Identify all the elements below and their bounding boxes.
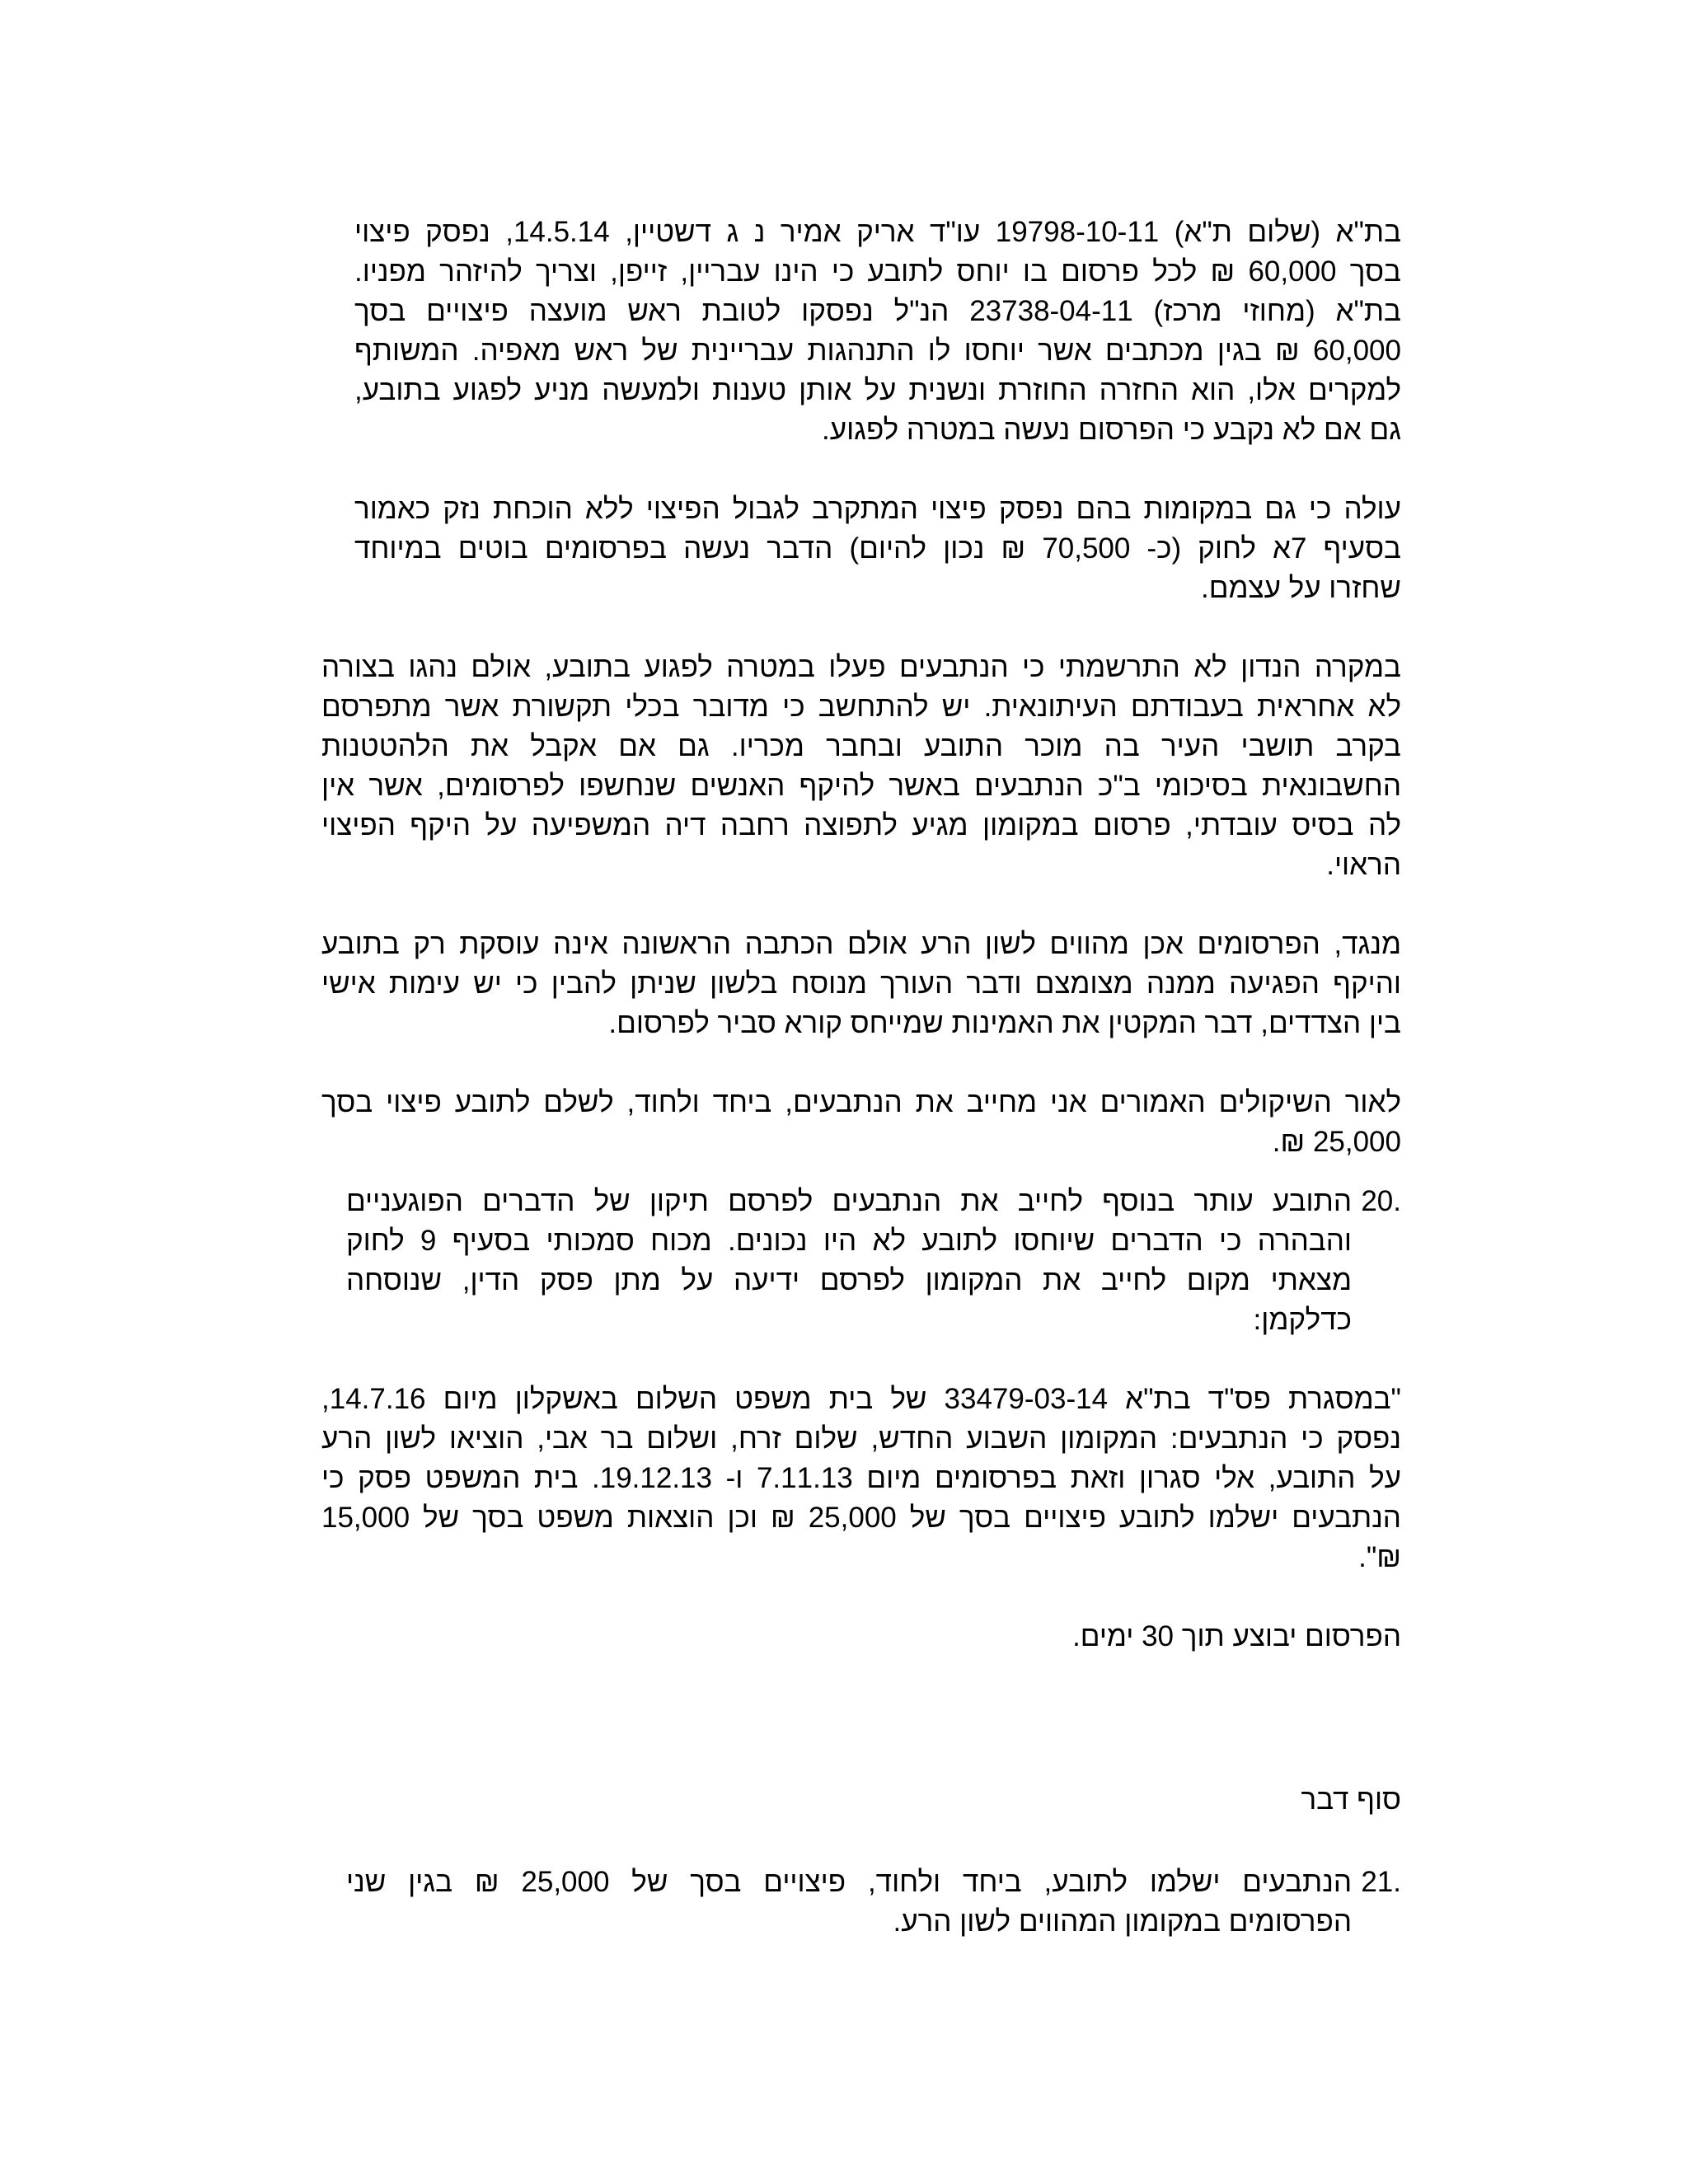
text-line: בת"א (מחוזי מרכז) 23738-04-11 הנ"ל נפסקו לטובת ראש מועצה פיצויים בסך [354, 295, 1401, 327]
text-line: לה בסיס עובדתי, פרסום במקומון מגיע לתפוצה רחבה דיה המשפיעה על היקף הפיצוי [321, 809, 1401, 841]
paragraph-case-assessment [321, 648, 1401, 885]
paragraph-gap [313, 885, 1401, 925]
text-line: ₪". [1358, 1541, 1401, 1573]
text-line: הנתבעים ישלמו לתובע פיצויים בסך של 25,000 ₪ וכן הוצאות משפט בסך של 15,000 [321, 1502, 1401, 1534]
text-line: כדלקמן: [1253, 1304, 1352, 1336]
text-line: הראוי. [1326, 849, 1401, 881]
paragraph-gap [313, 608, 1401, 648]
text-line: 25,000 ₪. [1272, 1126, 1401, 1158]
text-line: התובע עותר בנוסף לחייב את הנתבעים לפרסם תיקון של הדברים הפוגעניים [346, 1185, 1352, 1217]
text-line: במקרה הנדון לא התרשמתי כי הנתבעים פעלו במטרה לפגוע בתובע, אולם נהגו בצורה [321, 651, 1401, 683]
publication-quote [321, 1380, 1401, 1577]
text-line: שחזרו על עצמם. [1200, 572, 1401, 604]
text-line: למקרים אלו, הוא החזרה החוזרת ונשנית על אותן טענות ולמעשה מניע לפגוע בתובע, [354, 374, 1401, 406]
text-line: נפסק כי הנתבעים: המקומון השבוע החדש, שלום זרח, ושלום בר אבי, הוציאו לשון הרע [321, 1422, 1401, 1455]
text-line: לאור השיקולים האמורים אני מחייב את הנתבעים, ביחד ולחוד, לשלם לתובע פיצוי בסך [321, 1086, 1401, 1118]
numbered-item-21 [346, 1863, 1401, 1942]
paragraph-counterweight [321, 925, 1401, 1043]
paragraph-award [321, 1083, 1401, 1162]
text-line: בין הצדדים, דבר המקטין את האמינות שמייחס קורא סביר לפרסום. [608, 1007, 1401, 1039]
text-line: והבהרה כי הדברים שיוחסו לתובע לא היו נכונים. מכוח סמכותי בסעיף 9 לחוק [346, 1225, 1353, 1257]
text-line: החשבונאית בסיכומי ב"כ הנתבעים באשר להיקף האנשים שנחשפו לפרסומים, אשר אין [321, 770, 1401, 802]
text-line: על התובע, אלי סגרון וזאת בפרסומים מיום 7.11.13 ו- 19.12.13. בית המשפט פסק כי [321, 1462, 1401, 1494]
text-line: "במסגרת פס"ד בת"א 33479-03-14 של בית משפט השלום באשקלון מיום 14.7.16, [321, 1383, 1401, 1415]
text-line: 60,000 ₪ בגין מכתבים אשר יוחסו לו התנהגות עבריינית של ראש מאפיה. המשותף [354, 335, 1401, 367]
paragraph-gap [313, 1820, 1401, 1863]
numbered-item-20 [346, 1182, 1401, 1340]
text-line: הנתבעים ישלמו לתובע, ביחד ולחוד, פיצויים בסך של 25,000 ₪ בגין שני [346, 1866, 1352, 1898]
text-line: הפרסומים במקומון המהווים לשון הרע. [893, 1905, 1352, 1938]
text-line: בסך 60,000 ₪ לכל פרסום בו יוחס לתובע כי הינו עבריין, זייפן, וצריך להיזהר מפניו. [354, 255, 1401, 288]
text-line: בסעיף 7א לחוק (כ- 70,500 ₪ נכון להיום) הדבר נעשה בפרסומים בוטים במיוחד [354, 532, 1401, 565]
item-number: 20. [1361, 1185, 1401, 1217]
text-line: עולה כי גם במקומות בהם נפסק פיצוי המתקרב לגבול הפיצוי ללא הוכחת נזק כאמור [354, 493, 1401, 525]
text-line: מנגד, הפרסומים אכן מהווים לשון הרע אולם הכתבה הראשונה אינה עוסקת רק בתובע [321, 928, 1401, 960]
section-heading [313, 1780, 1401, 1820]
paragraph-compensation-limit [354, 490, 1401, 608]
text-line: בת"א (שלום ת"א) 19798-10-11 עו"ד אריק אמיר נ ג דשטיין, 14.5.14, נפסק פיצוי [354, 216, 1401, 248]
item-body [346, 1182, 1352, 1340]
paragraph-gap [313, 1340, 1401, 1380]
heading-text: סוף דבר [1301, 1783, 1401, 1816]
text-line: והיקף הפגיעה ממנה מצומצם ודבר העורך מנוסח בלשון שניתן להבין כי יש עימות אישי [321, 968, 1401, 1000]
text-line: לא אחראית בעבודתם העיתונאית. יש להתחשב כי מדובר בכלי תקשורת אשר מתפרסם [321, 691, 1401, 723]
paragraph-gap [313, 1577, 1401, 1617]
paragraph-gap [313, 1043, 1401, 1083]
text-line: הפרסום יבוצע תוך 30 ימים. [1072, 1620, 1401, 1652]
document-page [313, 213, 1401, 1942]
item-body [346, 1863, 1352, 1942]
paragraph-precedents [354, 213, 1401, 450]
text-line: מצאתי מקום לחייב את המקומון לפרסם ידיעה על מתן פסק הדין, שנוסחה [346, 1264, 1352, 1296]
paragraph-gap [313, 1162, 1401, 1182]
paragraph-gap [313, 450, 1401, 490]
item-number: 21. [1361, 1866, 1401, 1898]
publication-deadline [313, 1617, 1401, 1657]
paragraph-gap [313, 1657, 1401, 1780]
text-line: בקרב תושבי העיר בה מוכר התובע ובחבר מכריו. גם אם אקבל את הלהטטנות [321, 730, 1401, 762]
text-line: גם אם לא נקבע כי הפרסום נעשה במטרה לפגוע. [821, 414, 1401, 446]
